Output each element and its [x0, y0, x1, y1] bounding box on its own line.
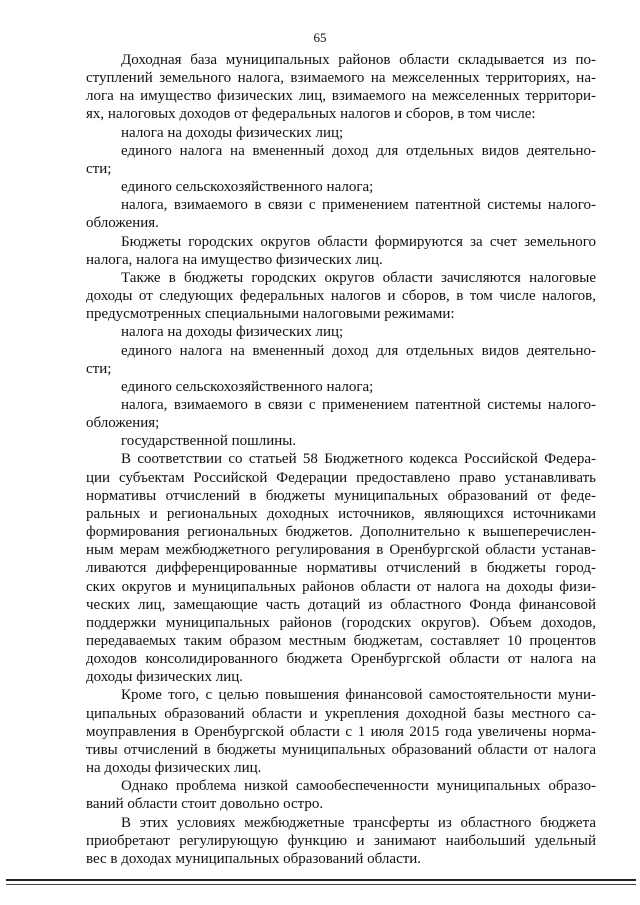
text-line: ческих лиц, замещающие часть дотаций из областного Фонда финансовой — [86, 596, 596, 613]
text-line: на доходы физических лиц. — [86, 760, 262, 777]
text-line: ях, налоговых доходов от федеральных налогов и сборов, в том числе: — [86, 106, 536, 123]
text-line: сти; — [86, 160, 112, 177]
text-line: Бюджеты городских округов области формируются за счет земельного — [121, 233, 596, 250]
text-line: тивы отчислений в бюджеты муниципальных образований области от налога — [86, 741, 596, 758]
text-line: налога, взимаемого в связи с применением патентной системы налого- — [121, 197, 596, 214]
text-line: ции субъектам Российской Федерации предоставлено право устанавливать — [86, 469, 596, 486]
text-line: единого сельскохозяйственного налога; — [121, 378, 374, 395]
text-line: Доходная база муниципальных районов области складывается из по- — [121, 52, 596, 68]
page-number: 65 — [313, 30, 327, 45]
text-line: единого налога на вмененный доход для отдельных видов деятельно- — [121, 142, 596, 159]
footer-rule-thin — [6, 884, 636, 885]
text-line: поддержки муниципальных районов (городских округов). Объем доходов, — [86, 614, 596, 631]
text-line: доходы физических лиц. — [86, 669, 244, 686]
text-line: сти; — [86, 360, 112, 377]
text-line: единого сельскохозяйственного налога; — [121, 179, 374, 196]
text-line: налога на доходы физических лиц; — [121, 124, 344, 141]
text-line: Однако проблема низкой самообеспеченности муниципальных образо- — [121, 778, 596, 795]
text-line: предусмотренных специальными налоговыми режимами: — [86, 306, 455, 323]
text-line: ным мерам межбюджетного регулирования в Оренбургской области устанав- — [86, 542, 596, 559]
text-line: нормативы отчислений в бюджеты муниципальных образований от феде- — [86, 487, 596, 504]
text-line: ских округов и муниципальных районов области от налога на доходы физи- — [86, 578, 596, 595]
text-line: В этих условиях межбюджетные трансферты из областного бюджета — [121, 814, 596, 831]
text-line: ральных и региональных доходных источников, являющихся источниками — [86, 505, 596, 522]
text-line: доходов консолидированного бюджета Оренбургской области от налога на — [86, 651, 596, 668]
text-line: налога, налога на имущество физических лиц. — [86, 251, 383, 268]
text-line: ципальных образований области и укрепления доходной базы местного са- — [86, 705, 596, 722]
text-line: обложения; — [86, 415, 160, 432]
text-line: налога на доходы физических лиц; — [121, 324, 344, 341]
text-line: доходы от следующих федеральных налогов и сборов, в том числе налогов, — [86, 288, 596, 305]
text-line: моуправления в Оренбургской области с 1 июля 2015 года увеличены норма- — [86, 723, 596, 740]
text-line: формирования региональных бюджетов. Дополнительно к вышеперечислен- — [86, 524, 596, 541]
text-line: лога на имущество физических лиц, взимаемого на межселенных территори- — [86, 88, 596, 105]
text-line: обложения. — [86, 215, 159, 232]
text-line: передаваемых таким образом местным бюджетам, составляет 10 процентов — [86, 633, 596, 649]
text-line: государственной пошлины. — [121, 433, 297, 450]
text-line: вес в доходах муниципальных образований области. — [86, 850, 422, 867]
text-line: налога, взимаемого в связи с применением патентной системы налого- — [121, 396, 596, 413]
text-line: ваний области стоит довольно остро. — [86, 796, 324, 813]
text-line: Кроме того, с целью повышения финансовой самостоятельности муни- — [121, 687, 596, 704]
footer-rule-thick — [6, 879, 636, 881]
document-body — [86, 51, 596, 868]
text-line: ливаются дифференцированные нормативы отчислений в бюджеты город- — [86, 560, 596, 577]
text-line: ступлений земельного налога, взимаемого на межселенных территориях, на- — [86, 70, 596, 87]
text-line: единого налога на вмененный доход для отдельных видов деятельно- — [121, 342, 596, 359]
text-line: В соответствии со статьей 58 Бюджетного кодекса Российской Федера- — [121, 451, 596, 468]
text-line: приобретают регулирующую функцию и занимают наибольший удельный — [86, 832, 596, 849]
text-line: Также в бюджеты городских округов области зачисляются налоговые — [121, 269, 596, 286]
